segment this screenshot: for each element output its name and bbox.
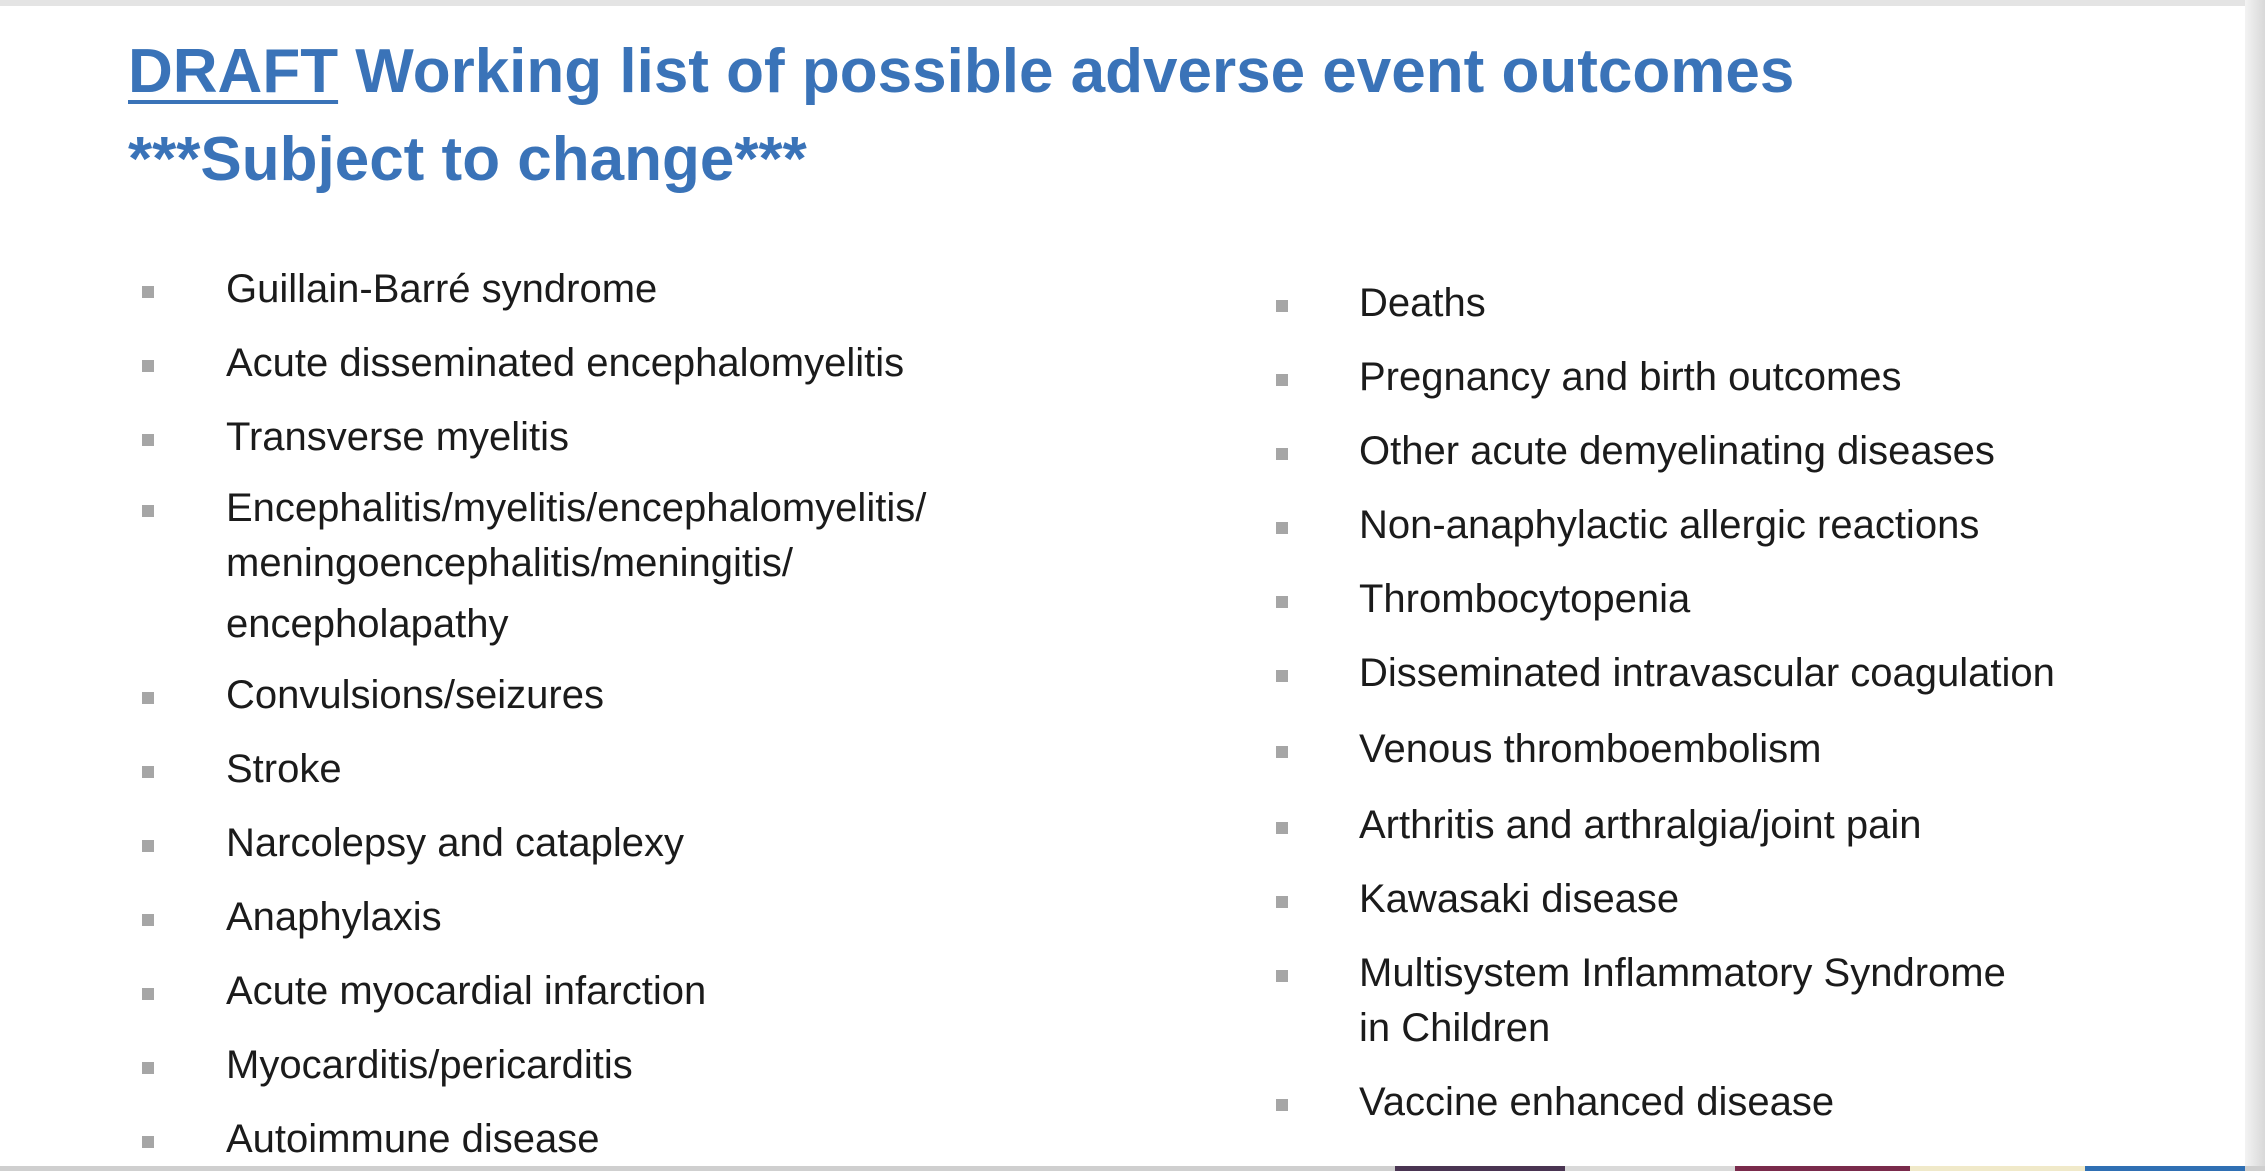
left-item-transverse-myelitis: Transverse myelitis bbox=[226, 415, 570, 459]
right-item-thrombocytopenia: Thrombocytopenia bbox=[1359, 577, 1691, 621]
right-item-allergic: Non-anaphylactic allergic reactions bbox=[1359, 503, 1980, 547]
bottom-bar-segment bbox=[1910, 1166, 2085, 1171]
title-line-2: ***Subject to change*** bbox=[128, 125, 807, 194]
title-line-1-rest: Working list of possible adverse event outcomes bbox=[338, 37, 1795, 106]
left-item-myocardial-infarction: Acute myocardial infarction bbox=[226, 969, 707, 1013]
right-item-arthritis: Arthritis and arthralgia/joint pain bbox=[1359, 803, 1922, 847]
bullet-icon bbox=[1276, 374, 1288, 386]
bullet-icon bbox=[1276, 822, 1288, 834]
bullet-icon bbox=[1276, 670, 1288, 682]
bullet-icon bbox=[1276, 1099, 1288, 1111]
left-item-convulsions: Convulsions/seizures bbox=[226, 673, 604, 717]
left-item-guillain-barre: Guillain-Barré syndrome bbox=[226, 267, 658, 311]
bottom-bar-segment bbox=[1395, 1166, 1565, 1171]
bullet-icon bbox=[142, 1136, 154, 1148]
slide-title bbox=[128, 28, 1794, 204]
right-edge bbox=[2245, 0, 2265, 1171]
bullet-icon bbox=[142, 988, 154, 1000]
bullet-icon bbox=[1276, 448, 1288, 460]
bottom-color-bar bbox=[0, 1166, 2265, 1171]
top-edge bbox=[0, 0, 2265, 6]
bottom-bar-segment bbox=[1565, 1166, 1735, 1171]
right-item-kawasaki: Kawasaki disease bbox=[1359, 877, 1680, 921]
right-item-mis-line1: Multisystem Inflammatory Syndrome bbox=[1359, 951, 2006, 995]
bullet-icon bbox=[142, 1062, 154, 1074]
bullet-icon bbox=[142, 286, 154, 298]
left-item-encephalitis-line3: encepholapathy bbox=[226, 602, 509, 646]
left-item-narcolepsy: Narcolepsy and cataplexy bbox=[226, 821, 685, 865]
left-item-autoimmune: Autoimmune disease bbox=[226, 1117, 600, 1161]
left-item-anaphylaxis: Anaphylaxis bbox=[226, 895, 442, 939]
left-item-myocarditis: Myocarditis/pericarditis bbox=[226, 1043, 633, 1087]
right-item-vaccine-enhanced: Vaccine enhanced disease bbox=[1359, 1080, 1835, 1124]
left-item-encephalitis-line2: meningoencephalitis/meningitis/ bbox=[226, 541, 793, 585]
bullet-icon bbox=[142, 840, 154, 852]
right-item-pregnancy: Pregnancy and birth outcomes bbox=[1359, 355, 1902, 399]
title-draft: DRAFT bbox=[128, 37, 339, 106]
bullet-icon bbox=[1276, 300, 1288, 312]
bullet-icon bbox=[1276, 596, 1288, 608]
bullet-icon bbox=[1276, 896, 1288, 908]
bullet-icon bbox=[142, 766, 154, 778]
left-item-encephalitis-line1: Encephalitis/myelitis/encephalomyelitis/ bbox=[226, 486, 927, 530]
right-item-vte: Venous thromboembolism bbox=[1359, 727, 1822, 771]
bottom-bar-segment bbox=[1735, 1166, 1910, 1171]
right-item-mis-line2: in Children bbox=[1359, 1006, 1551, 1050]
bullet-icon bbox=[1276, 970, 1288, 982]
bullet-icon bbox=[142, 505, 154, 517]
title-line-1 bbox=[128, 28, 1794, 116]
bullet-icon bbox=[142, 914, 154, 926]
bullet-icon bbox=[1276, 746, 1288, 758]
bullet-icon bbox=[142, 692, 154, 704]
bullet-icon bbox=[1276, 522, 1288, 534]
bullet-icon bbox=[142, 434, 154, 446]
left-item-stroke: Stroke bbox=[226, 747, 342, 791]
left-item-adem: Acute disseminated encephalomyelitis bbox=[226, 341, 905, 385]
right-item-dic: Disseminated intravascular coagulation bbox=[1359, 651, 2055, 695]
right-item-deaths: Deaths bbox=[1359, 281, 1486, 325]
bullet-icon bbox=[142, 360, 154, 372]
bottom-bar-segment bbox=[2085, 1166, 2245, 1171]
right-item-demyelinating: Other acute demyelinating diseases bbox=[1359, 429, 1995, 473]
